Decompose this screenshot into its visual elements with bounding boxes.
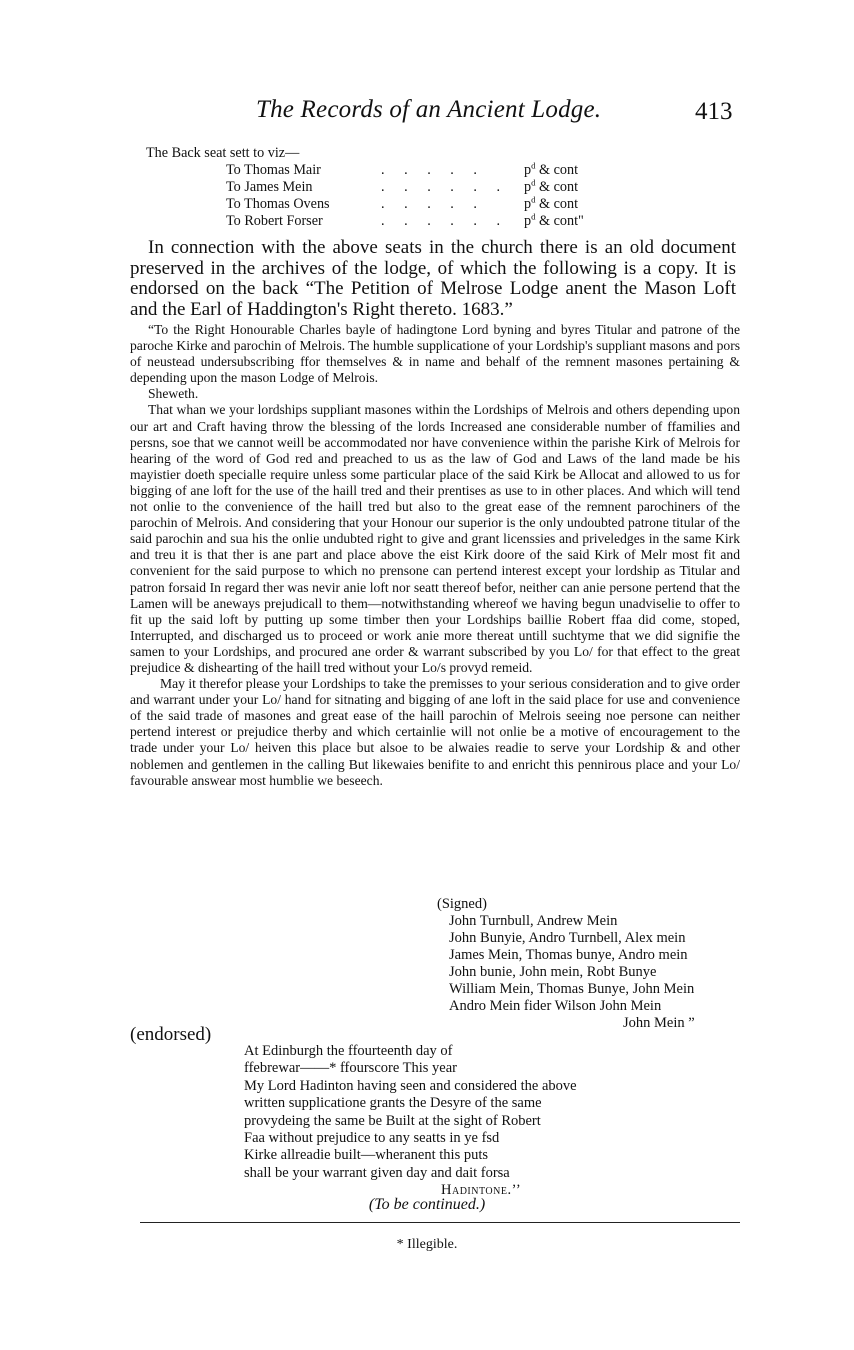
seat-row (146, 162, 626, 179)
seat-row (146, 196, 626, 213)
seat-row (146, 213, 626, 230)
petition-body: That whan we your lordships suppliant masones within the Lordships of Melrois and others depending upon our art and Craft having throw the blessing of the lords Increased ane considerable number of ffamilies and persns, soe that we cannot weill be accommodated nor have convenience within the parishe Kirk of Melrois for hearing of the word of God red and preached to us as the law of God and Laws of the land made be his mayistier doeth specialle require unless some particular place of the said Kirk be Allocat and allowed to us for bigging of ane loft for the use of the haill tred and their prentises as use to in other places. And which will tend not onlie to the convenience of the haill tred but also to the great ease of the remnent parochiners of the parochin of Melrois. And considering that your Honour our superior is the only undoubted patrone titular of the said parochin and sua his the onlie undubted right to give and grant licenssies and priveledges in the same Kirk and treu it is that ther is ane part and place above the eist Kirk doore of the said Kirk of Melr most fit and convenient for the said purpose to which no prensone can pertend interest except your lordship as Titular and patron forsaid In regard ther was nevir anie loft nor seatt thereof befor, neither can anie persone pertend that the Lamen will be aneways prejudicall to them—notwithstanding whereof we having begun unadviselie to offer to fit up the said loft by putting up some timber then your Lordships baillie Robert ffaa did come, stoped, Interrupted, and discharged us to proceed or work anie more thereat untill suchtyme that we did signifie the samen to your Lordships, and procured ane order & warrant subscribed by you Lo/ for that effect to the great prejudice & dishearting of the haill tred without your Lo/s provyd remeid. (130, 402, 740, 675)
seat-list (146, 145, 626, 230)
signed-label: (Signed) (437, 896, 487, 912)
signature-line: John Bunyie, Andro Turnbell, Alex mein (449, 930, 686, 946)
signature-line: Andro Mein fider Wilson John Mein (449, 998, 662, 1014)
signature-line: John bunie, John mein, Robt Bunye (449, 964, 657, 980)
endorsement-line: Faa without prejudice to any seatts in ye fsd (244, 1130, 500, 1147)
intro-paragraph-text: In connection with the above seats in the church there is an old document preserved in the archives of the lodge, of which the following is a copy. It is endorsed on the back “The Petition of Melrose Lodge anent the Mason Loft and the Earl of Haddington's Right thereto. 1683.” (130, 237, 736, 320)
leader-dots: . . . . . (381, 196, 485, 212)
petition-sheweth: Sheweth. (148, 386, 199, 402)
endorsement-line: ffebrewar——* ffourscore This year (244, 1060, 457, 1077)
endorsement-line: shall be your warrant given day and dait forsa (244, 1164, 510, 1181)
seat-name: To James Mein (226, 179, 313, 195)
page-header (0, 96, 854, 136)
signature-line: John Turnbull, Andrew Mein (449, 913, 618, 929)
footnote: * Illegible. (396, 1237, 458, 1252)
seat-status: $p^d$ & cont (524, 194, 579, 212)
endorsed-label: (endorsed) (130, 1024, 212, 1045)
seat-name: To Robert Forser (226, 213, 323, 229)
petition-text (130, 322, 740, 789)
seat-status: $p^d$ & cont (524, 177, 579, 195)
seat-status: $p^d$ & cont (524, 160, 579, 178)
petition-salutation: “To the Right Honourable Charles bayle of hadingtone Lord byning and byres Titular and patrone of the paroche Kirke and parochin of Melrois. The humble supplicatione of your Lordship's suppliant masons and pors of neustead undersubscribing ffor themselves & in name and behalf of the remnent masones pertaining & depending upon the mason Lodge of Melrois. (130, 322, 741, 386)
endorsement-line: At Edinburgh the ffourteenth day of (244, 1043, 453, 1059)
page-number: 413 (695, 98, 733, 125)
intro-paragraph (130, 238, 736, 320)
footnote-rule (140, 1222, 740, 1223)
signature-last: John Mein ” (623, 1015, 695, 1031)
leader-dots: . . . . . . (381, 179, 509, 195)
leader-dots: . . . . . (381, 162, 485, 178)
seat-name: To Thomas Ovens (226, 196, 330, 212)
signature-line: William Mein, Thomas Bunye, John Mein (449, 981, 695, 997)
endorsement-line: Kirke allreadie built—wheranent this puts (244, 1147, 489, 1164)
to-be-continued: (To be continued.) (368, 1196, 486, 1213)
endorsement-line: written supplicatione grants the Desyre of the same (244, 1095, 542, 1112)
petition-prayer: May it therefor please your Lordships to take the premisses to your serious consideration and to give order and warrant under your Lo/ hand for sitnating and bigging of ane loft in the said place for use and convenience of the said trade of masones and great ease of the haill parochin of Melrois seeing noe persone can neither pertend interest or prejudice therby and which certainlie will not onlie be a motive of encouragement to the trade under your Lo/ heiven this place but alsoe to be alwaies readie to serve your Lordship & and other noblemen and gentlemen in the calling But likewaies benifite to and enricht this pennirous place and your Lo/ favourable answear most humblie we beseech. (130, 676, 740, 788)
signature-line: James Mein, Thomas bunye, Andro mein (449, 947, 688, 963)
seat-list-intro: The Back seat sett to viz— (146, 145, 300, 161)
signatures-block (437, 896, 695, 1032)
leader-dots: . . . . . . (381, 213, 509, 229)
endorsement-line: provydeing the same be Built at the sight of Robert (244, 1112, 541, 1129)
seat-name: To Thomas Mair (226, 162, 321, 178)
running-title: The Records of an Ancient Lodge. (256, 96, 602, 123)
endorsement-signature: Hadintone.’’ (441, 1182, 522, 1199)
seat-status: $p^d$ & cont" (524, 211, 584, 229)
seat-row (146, 179, 626, 196)
endorsement-block (244, 1043, 577, 1200)
endorsement-line: My Lord Hadinton having seen and considered the above (244, 1077, 577, 1094)
